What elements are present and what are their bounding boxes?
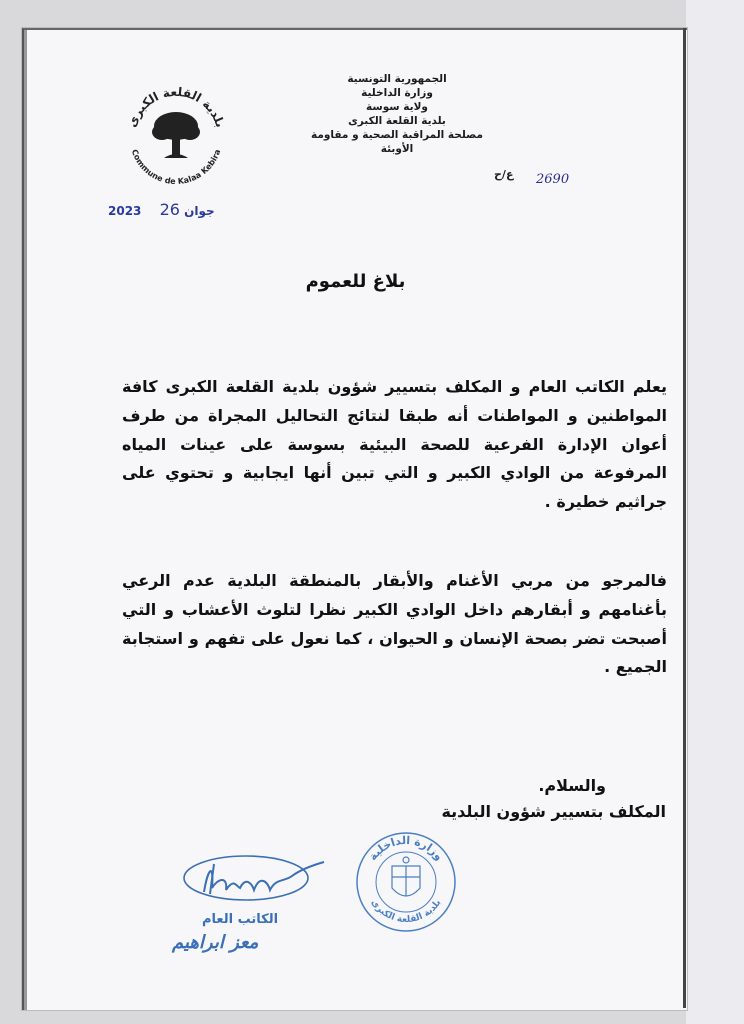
letterhead-line: وزارة الداخلية — [361, 87, 433, 99]
signatory-role: المكلف بتسيير شؤون البلدية — [441, 802, 666, 821]
coat-of-arms-icon — [392, 857, 420, 896]
page-edge — [683, 28, 686, 1008]
stamp-title: الكاتب العام — [202, 912, 279, 927]
body-paragraph-2: فالمرجو من مربي الأغنام والأبقار بالمنطقة البلدية عدم الرعي بأغنامهم و أبقارهم داخل الوادي الكبير نظرا لتلوث الأعشاب و التي أصبحت تضر بصحة الإنسان و الحيوان ، كما نعول على تفهم و استجابة الجميع . — [122, 571, 667, 677]
body-paragraph-1: يعلم الكاتب العام و المكلف بتسيير شؤون بلدية القلعة الكبرى كافة المواطنين و المواطنات أنه طبقا لنتائج التحاليل المجراة من طرف أعوان الإدارة الفرعية للصحة البيئية بسوسة على عينات المياه المرفوعة من الوادي الكبير و التي تبين أنها ايجابية و تحتوي على جراثيم خطيرة . — [122, 377, 667, 512]
handwritten-signature — [174, 848, 344, 918]
document-page — [22, 28, 687, 1010]
letterhead-line: ولاية سوسة — [366, 101, 428, 113]
letterhead-line: مصلحة المراقبة الصحية و مقاومة — [311, 129, 483, 141]
svg-text:بلدية القلعة الكبرى: بلدية القلعة الكبرى — [124, 84, 228, 130]
stamp-name: معز ابراهيم — [172, 932, 259, 953]
letterhead-line: الأوبئة — [380, 143, 414, 155]
date-day: 26 — [159, 200, 180, 219]
reference-label: ع/ح — [494, 168, 514, 181]
date-year: 2023 — [108, 204, 142, 218]
document-title: بلاغ للعموم — [305, 271, 406, 292]
official-seal — [354, 830, 458, 934]
date-stamp — [108, 200, 215, 219]
olive-tree-icon — [152, 112, 200, 158]
svg-text:وزارة الداخلية: وزارة الداخلية — [366, 833, 446, 864]
letterhead-line: الجمهورية التونسية — [347, 73, 447, 85]
salutation: والسلام. — [538, 776, 606, 795]
reference-number: 2690 — [536, 172, 570, 187]
svg-text:بلدية القلعة الكبرى: بلدية القلعة الكبرى — [368, 897, 444, 926]
background-margin — [686, 0, 744, 1024]
municipality-logo — [120, 80, 232, 192]
date-month: جوان — [184, 204, 215, 218]
svg-text:Commune de Kalaa Kebira: Commune de Kalaa Kebira — [129, 148, 223, 187]
letterhead — [297, 72, 497, 156]
letterhead-line: بلدية القلعة الكبرى — [348, 115, 446, 127]
